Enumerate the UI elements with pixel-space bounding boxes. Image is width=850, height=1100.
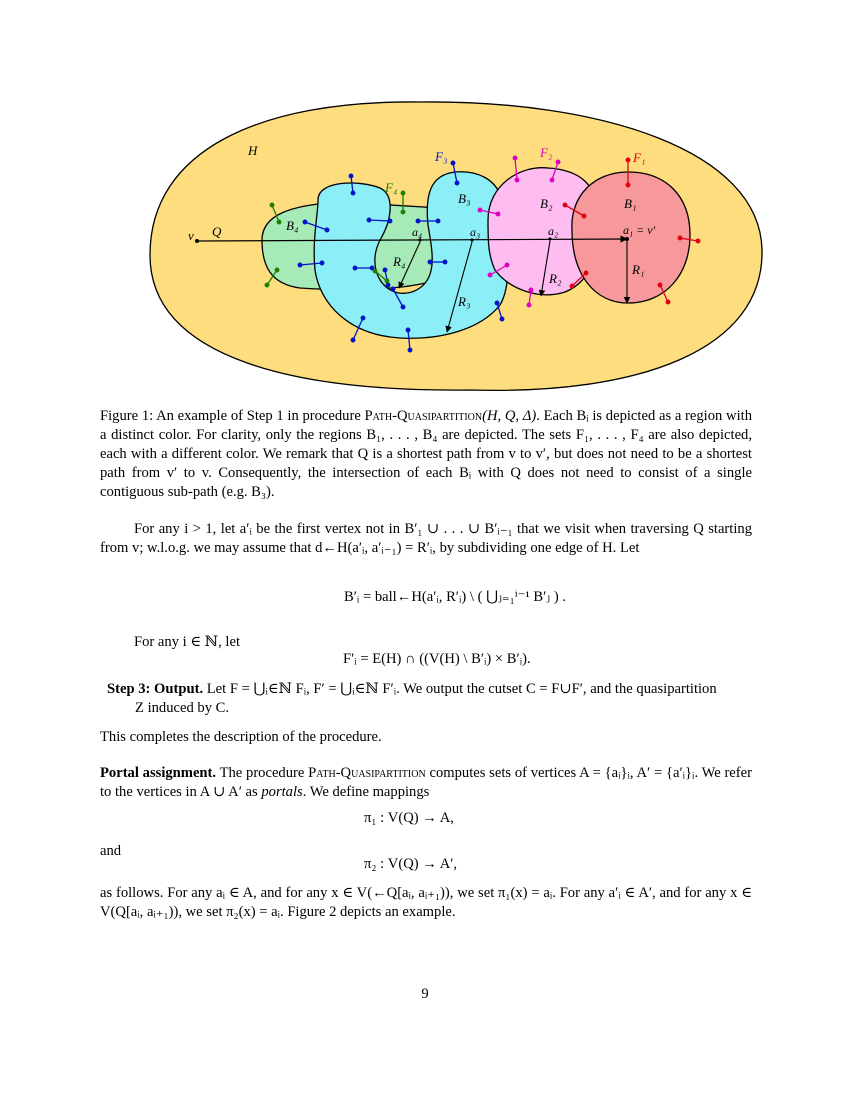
portal-text-b: computes sets of vertices A = {aᵢ}ᵢ, A′ = {a′ᵢ}ᵢ. We refer to the vertices in A ∪ A′ as [100, 765, 752, 800]
label-F2: F₂ [540, 145, 553, 160]
label-B2: B₂ [540, 196, 553, 211]
label-B1: B₁ [624, 196, 637, 211]
paragraph-3: This completes the description of the procedure. [100, 729, 382, 745]
paragraph-and: and [100, 843, 122, 859]
step-3 [107, 680, 752, 718]
page-number: 9 [421, 986, 429, 1002]
portal-procedure-name: Path-Quasipartition [308, 765, 426, 781]
label-R1: R₁ [632, 262, 645, 277]
portal-text-a: The procedure [216, 765, 309, 781]
label-R4: R₄ [393, 254, 406, 269]
equation-Fprime: F′ᵢ = E(H) ∩ ((V(H) \ B′ᵢ) × B′ᵢ). [343, 651, 531, 667]
vertex-a1 [625, 237, 629, 241]
step-3-heading: Step 3: Output. [107, 681, 204, 697]
label-F4: F₄ [385, 180, 398, 195]
label-a1: a₁ = v′ [623, 223, 656, 237]
equation-pi1: π₁ : V(Q) → A, [364, 810, 454, 826]
caption-args: (H, Q, Δ) [482, 408, 537, 424]
label-H: H [248, 143, 258, 158]
vertex-v [195, 239, 199, 243]
portal-text-c: . We define mappings [302, 784, 430, 800]
label-v: v [188, 228, 194, 243]
label-a3: a₃ [470, 225, 481, 239]
caption-lead: Figure 1: An example of Step 1 in procedure [100, 408, 365, 424]
label-R2: R₂ [549, 271, 562, 286]
step-3-text-2: Z induced by C. [135, 700, 230, 716]
label-R3: R₃ [458, 294, 471, 309]
step-3-text: Let F = ⋃ᵢ∈ℕ Fᵢ, F′ = ⋃ᵢ∈ℕ F′ᵢ. We output the cutset C = F∪F′, and the quasipartition [203, 681, 717, 697]
label-F3: F₃ [435, 149, 448, 164]
label-a4: a₄ [412, 225, 423, 239]
label-F1: F₁ [633, 150, 646, 165]
equation-pi2: π₂ : V(Q) → A′, [364, 856, 458, 872]
label-Q: Q [212, 224, 222, 239]
figure-1 [0, 90, 850, 400]
caption-procedure-name: Path-Quasipartition [364, 408, 483, 424]
caption-rest: . Each Bᵢ is depicted as a region with a distinct color. For clarity, only the regions B₁, . . . , B₄ are depicted. The sets F₁, . . . , F₄ are also depicted, each with a different color. We remark that Q is a shortest path from v to v′, but does not need to be a shortest path from v′ to v. Consequently, the intersection of each Bᵢ with Q does not need to consist of a single contiguous sub-path (e.g. B₃). [100, 408, 753, 500]
label-a2: a₂ [548, 224, 559, 238]
portal-emph: portals [261, 784, 303, 800]
paragraph-2: For any i ∈ ℕ, let [134, 634, 241, 650]
portal-assignment [100, 764, 752, 802]
region-B1 [572, 172, 690, 303]
paragraph-1: For any i > 1, let a′ᵢ be the first vertex not in B′₁ ∪ . . . ∪ B′ᵢ₋₁ that we visit when traversing Q starting from v; w.l.o.g. we may assume that d←H(a′ᵢ, a′ᵢ₋₁) = R′ᵢ, by subdividing one edge of H. Let [100, 521, 752, 556]
label-B3: B₃ [458, 191, 471, 206]
label-B4: B₄ [286, 218, 299, 233]
figure-caption [100, 407, 752, 502]
paragraph-6: as follows. For any aᵢ ∈ A, and for any x ∈ V(←Q[aᵢ, aᵢ₊₁)), we set π₁(x) = aᵢ. For any a′ᵢ ∈ A′, and for any x ∈ V(Q[aᵢ, aᵢ₊₁)), we set π₂(x) = aᵢ. Figure 2 depicts an example. [100, 885, 752, 920]
equation-ball: B′ᵢ = ball←H(a′ᵢ, R′ᵢ) \ ( ⋃ⱼ₌₁ⁱ⁻¹ B′ⱼ ) . [344, 589, 566, 605]
portal-heading: Portal assignment. [100, 765, 217, 781]
